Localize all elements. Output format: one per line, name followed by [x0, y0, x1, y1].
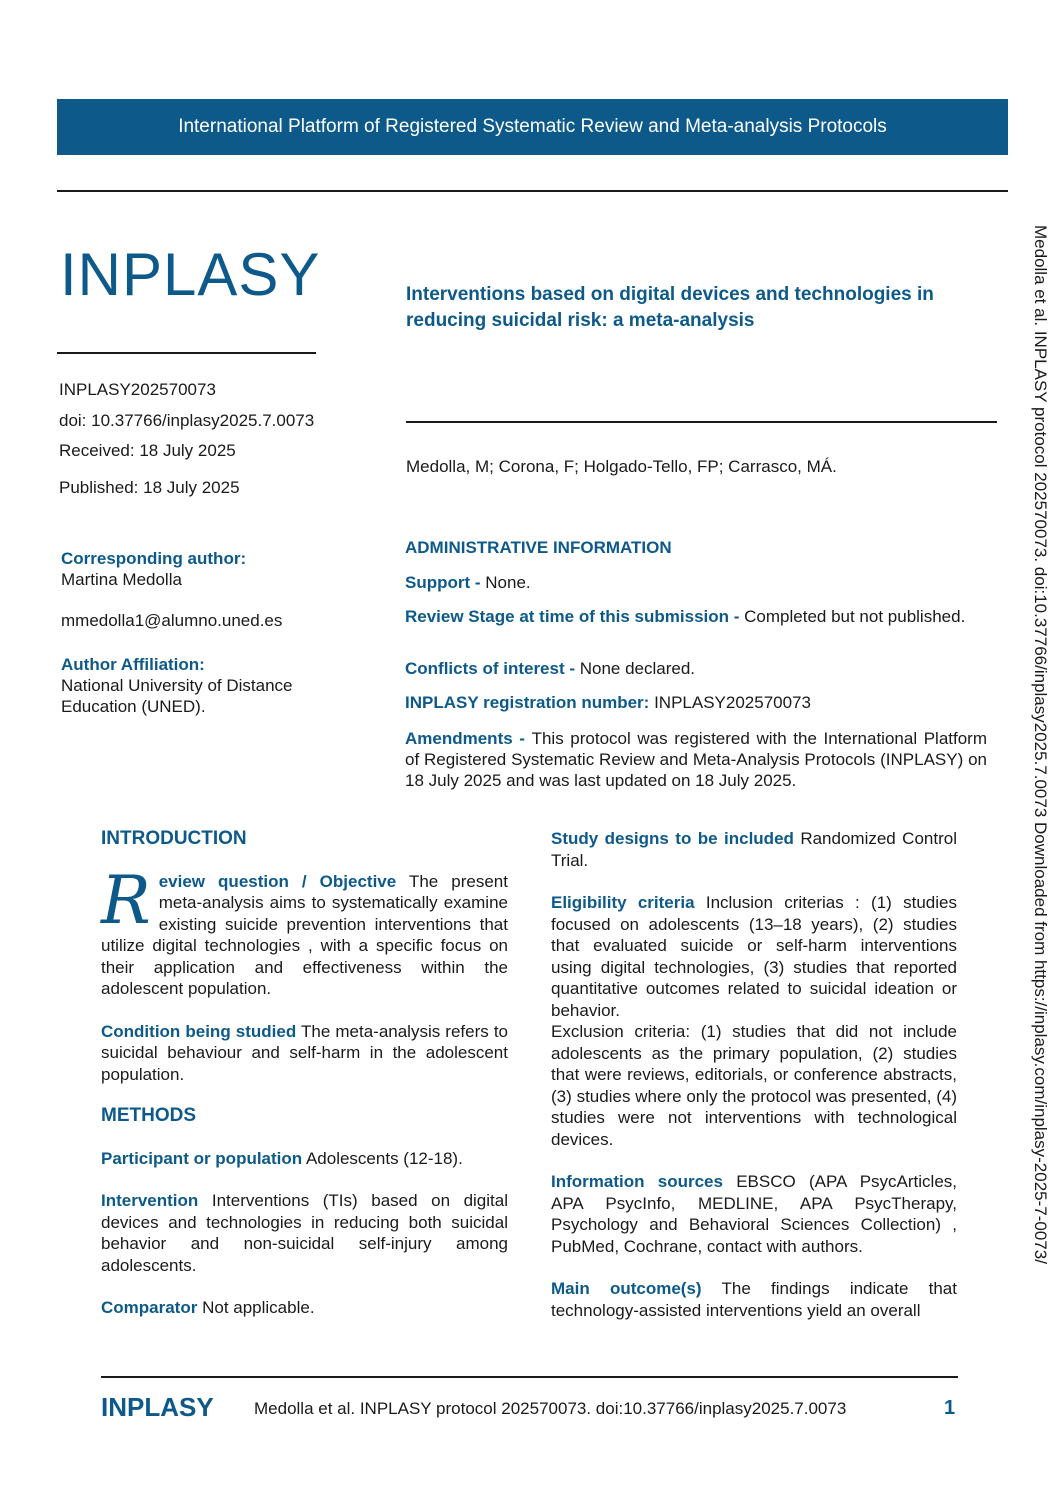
- eligibility-label: Eligibility criteria: [551, 893, 695, 912]
- comparator-paragraph: [101, 1297, 508, 1319]
- admin-review-stage: [405, 607, 987, 626]
- comparator-text: Not applicable.: [197, 1298, 315, 1317]
- admin-support: [405, 573, 987, 592]
- review-question-paragraph: [101, 861, 508, 1000]
- affiliation-label: Author Affiliation:: [61, 655, 205, 674]
- introduction-heading: INTRODUCTION: [101, 828, 247, 849]
- main-outcome-label: Main outcome(s): [551, 1279, 702, 1298]
- admin-heading: ADMINISTRATIVE INFORMATION: [405, 538, 672, 557]
- population-text: Adolescents (12-18).: [302, 1148, 463, 1168]
- main-outcome-text: The findings indicate that technology-assisted interventions yield an overall: [551, 1279, 957, 1320]
- admin-amendments: [405, 728, 987, 791]
- paper-title: Interventions based on digital devices and technologies in reducing suicidal risk: a meta-analysis: [406, 284, 934, 331]
- population-label: Participant or population: [101, 1148, 303, 1168]
- footer-logo: INPLASY: [101, 1392, 214, 1422]
- information-sources-text: EBSCO (APA PsycArticles, APA PsycInfo, MEDLINE, APA PsycTherapy, Psychology and Behavioral Sciences Collection) , PubMed, Cochrane, contact with authors.: [551, 1172, 957, 1256]
- condition-label: Condition being studied: [101, 1021, 297, 1041]
- study-design-paragraph: [551, 828, 957, 871]
- stage-value: Completed but not published.: [744, 607, 966, 626]
- population-paragraph: [101, 1148, 508, 1170]
- amendments-label: Amendments -: [405, 729, 532, 748]
- support-value: None.: [485, 573, 531, 592]
- registration-value: INPLASY202570073: [654, 693, 811, 712]
- intervention-text: Interventions (TIs) based on digital devices and technologies in reducing both suicidal behavior and non-suicidal self-injury among adolescents.: [101, 1191, 508, 1275]
- admin-registration: [405, 693, 987, 712]
- protocol-id: INPLASY202570073: [59, 380, 216, 399]
- doi[interactable]: doi: 10.37766/inplasy2025.7.0073: [59, 411, 315, 430]
- exclusion-paragraph: Exclusion criteria: (1) studies that did not include adolescents as the primary population, (2) studies that were reviews, editorials, or conference abstracts, (3) studies where only the protocol was presented, (4) studies were not interventions with technological devices.: [551, 1022, 957, 1149]
- footer-divider: [101, 1376, 958, 1378]
- page-number: 1: [944, 1397, 956, 1419]
- condition-text: The meta-analysis refers to suicidal behaviour and self-harm in the adolescent population.: [101, 1021, 509, 1084]
- stage-label: Review Stage at time of this submission -: [405, 607, 745, 626]
- study-design-text: Randomized Control Trial.: [551, 829, 957, 870]
- support-label: Support -: [405, 573, 486, 592]
- logo-divider: [57, 352, 316, 354]
- conflicts-label: Conflicts of interest -: [405, 659, 580, 678]
- affiliation-text: National University of Distance Education (UNED).: [61, 676, 293, 716]
- condition-paragraph: [101, 1021, 508, 1086]
- side-download-note[interactable]: Medolla et al. INPLASY protocol 202570073. doi:10.37766/inplasy2025.7.0073 Downloaded from https://inplasy.com/inplasy-2025-7-0073/: [1031, 225, 1050, 1264]
- author-affiliation: [61, 654, 321, 717]
- top-divider: [57, 190, 1008, 192]
- left-column: [101, 828, 508, 1319]
- main-outcome-paragraph: [551, 1278, 957, 1321]
- comparator-label: Comparator: [101, 1298, 198, 1317]
- study-design-label: Study designs to be included: [551, 829, 794, 848]
- right-column: [551, 828, 957, 1321]
- eligibility-text: Inclusion criterias : (1) studies focused on adolescents (13–18 years), (2) studies that evaluated suicide or self-harm interventions using digital technologies, (3) studies that reported quantitative outcomes related to suicidal ideation or behavior.: [551, 893, 957, 1020]
- corresponding-label: Corresponding author:: [61, 549, 247, 568]
- information-sources-paragraph: [551, 1171, 957, 1257]
- registration-label: INPLASY registration number:: [405, 693, 655, 712]
- eligibility-paragraph: [551, 892, 957, 1021]
- received-date: Received: 18 July 2025: [59, 441, 236, 460]
- intervention-paragraph: [101, 1190, 508, 1276]
- review-question-label: eview question / Objective: [158, 871, 397, 891]
- intervention-label: Intervention: [101, 1191, 199, 1210]
- review-question-text: The present meta-analysis aims to systematically examine existing suicide prevention interventions that utilize digital technologies , with a specific focus on their application and effectiveness within the adolescent population.: [101, 871, 508, 998]
- corresponding-author: [61, 548, 381, 631]
- methods-heading: METHODS: [101, 1105, 196, 1126]
- conflicts-value: None declared.: [579, 659, 696, 678]
- admin-conflicts: [405, 659, 987, 678]
- inplasy-logo: INPLASY: [60, 241, 321, 308]
- corresponding-email[interactable]: mmedolla1@alumno.uned.es: [61, 611, 283, 630]
- title-divider: [406, 421, 997, 423]
- drop-cap: R: [101, 861, 151, 939]
- published-date: Published: 18 July 2025: [59, 478, 240, 497]
- author-list: Medolla, M; Corona, F; Holgado-Tello, FP; Carrasco, MÁ.: [406, 457, 837, 476]
- corresponding-name: Martina Medolla: [61, 570, 182, 589]
- amendments-value: This protocol was registered with the International Platform of Registered Systematic Review and Meta-Analysis Protocols (INPLASY) on 18 July 2025 and was last updated on 18 July 2025.: [405, 729, 987, 790]
- information-sources-label: Information sources: [551, 1172, 723, 1191]
- footer-citation: Medolla et al. INPLASY protocol 202570073. doi:10.37766/inplasy2025.7.0073: [254, 1399, 847, 1418]
- header-banner: International Platform of Registered Systematic Review and Meta-analysis Protocols: [57, 99, 1008, 155]
